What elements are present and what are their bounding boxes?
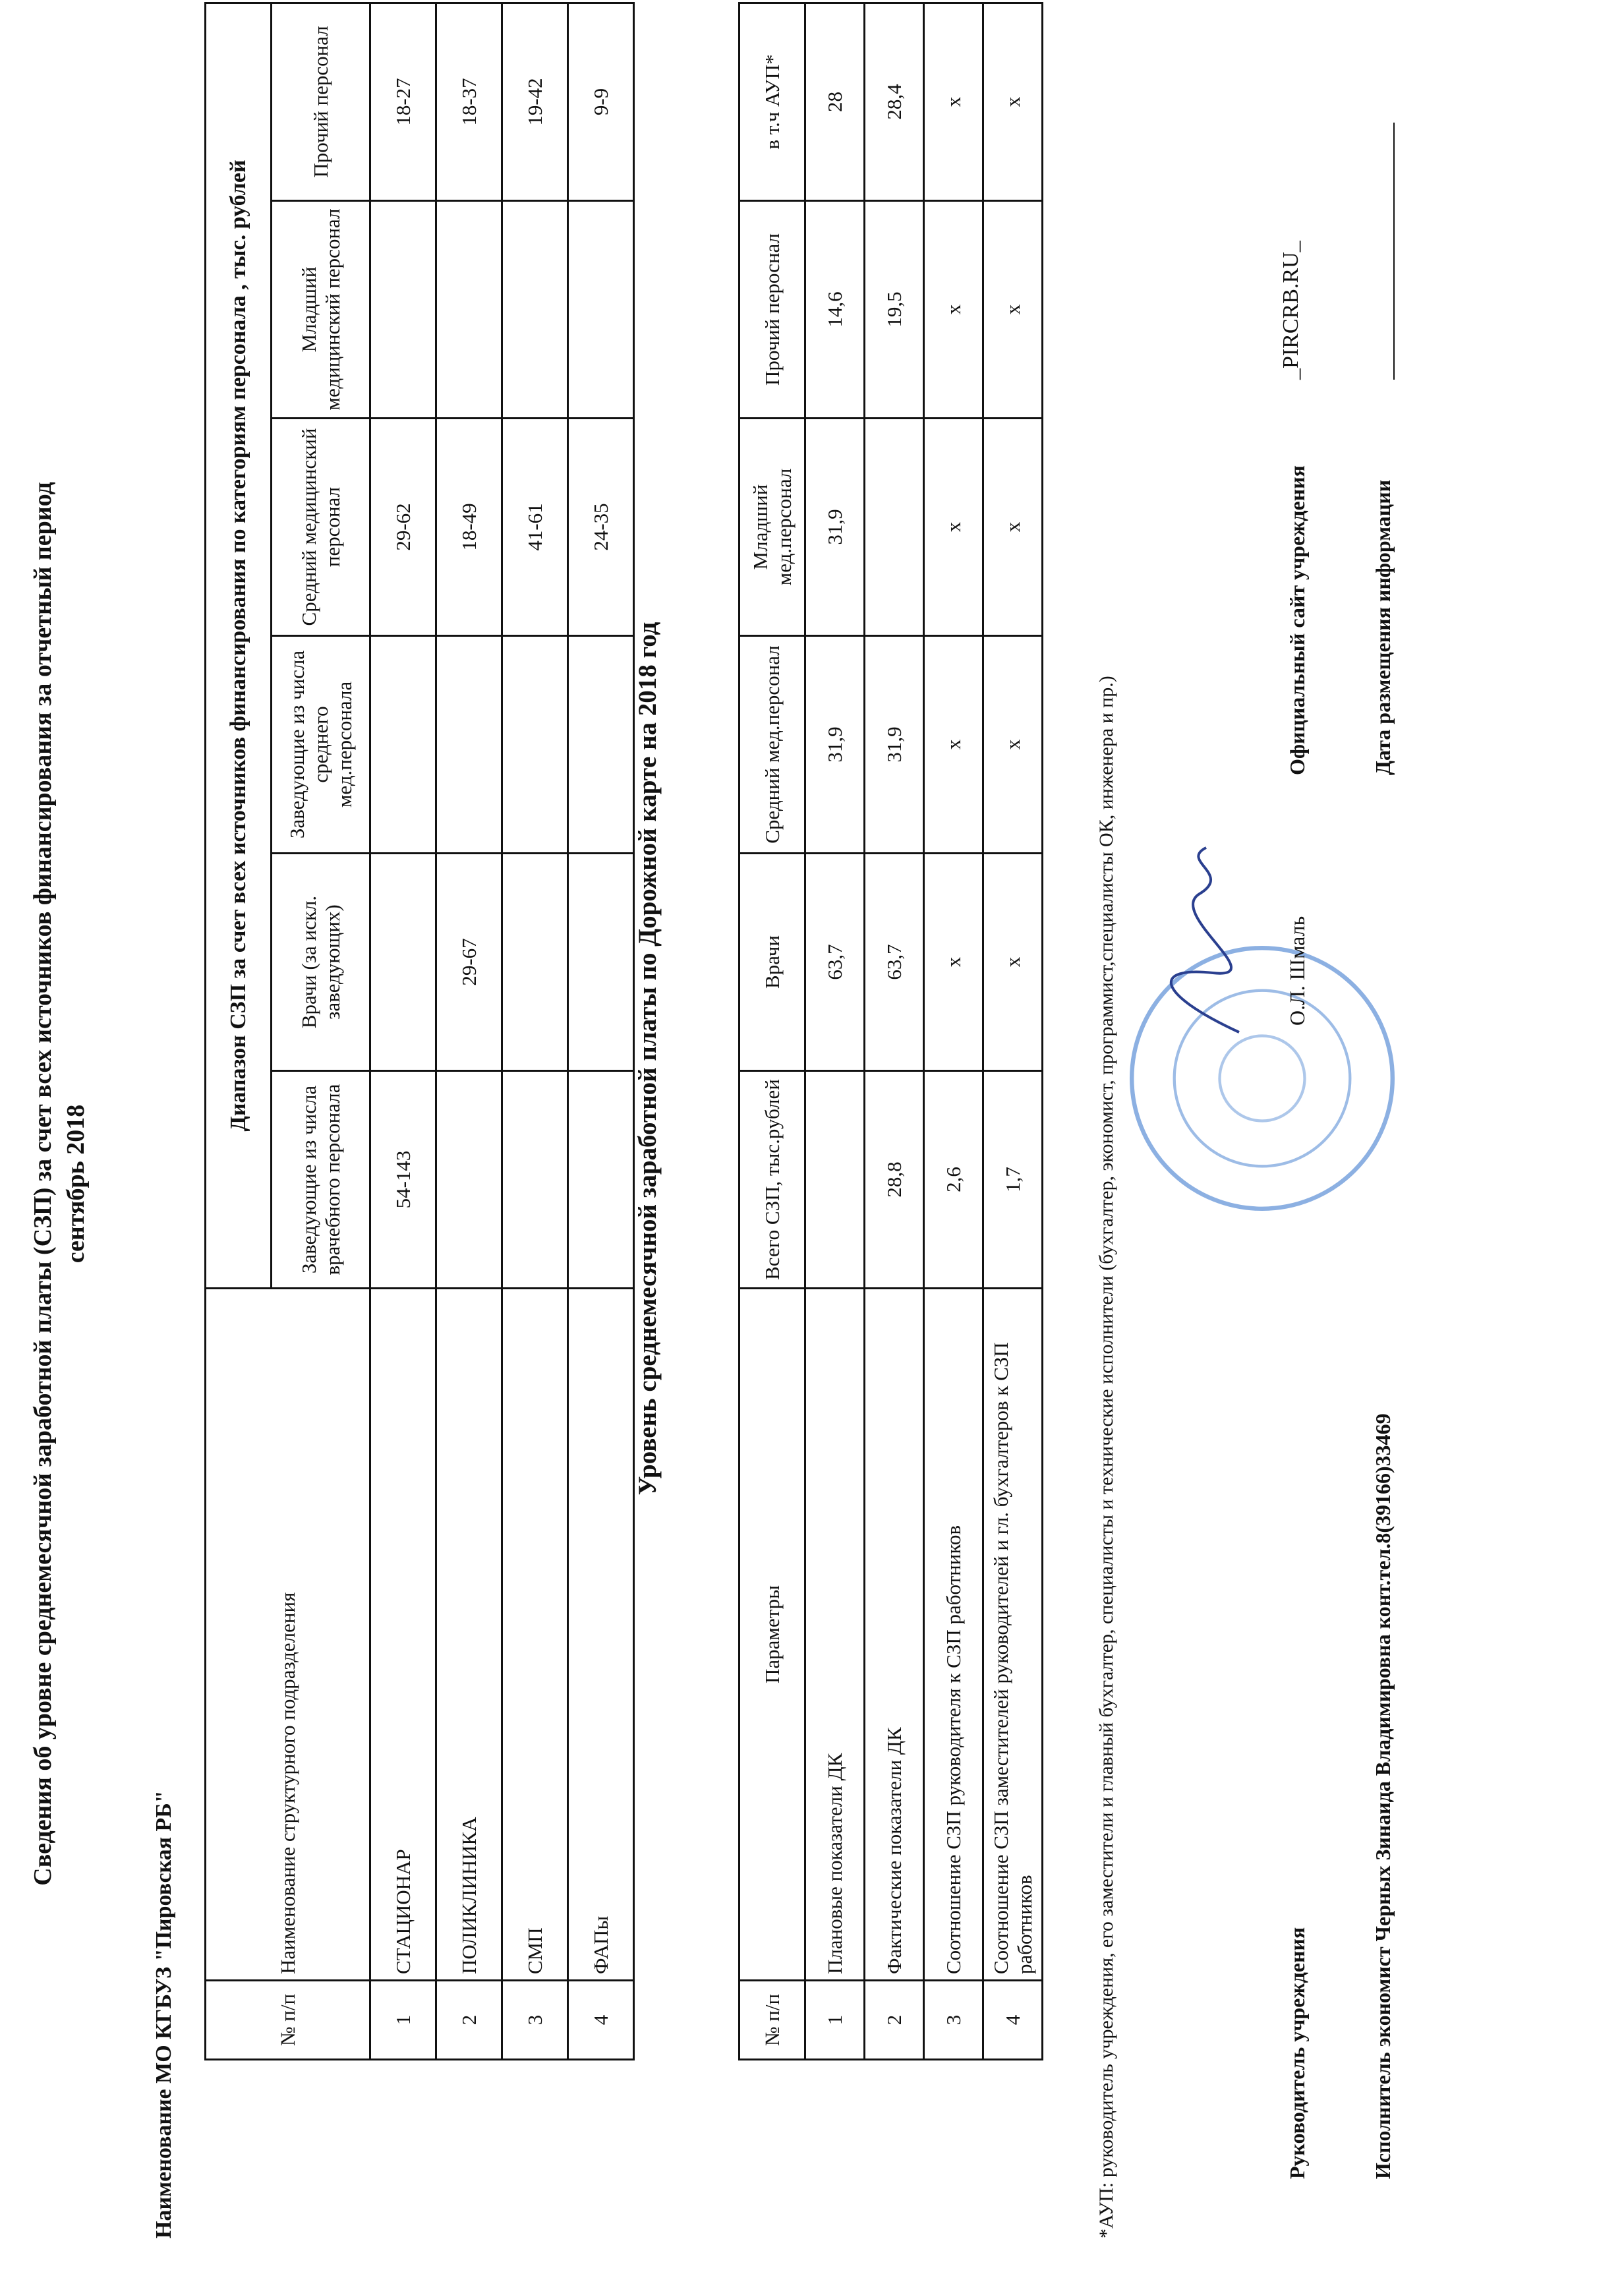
table1-col-name: Наименование структурного подразделения	[206, 1289, 370, 1981]
cell: 31,9	[805, 636, 865, 854]
cell: х	[983, 419, 1043, 636]
cell: 29-62	[370, 419, 436, 636]
cell: х	[924, 636, 983, 854]
cell	[370, 636, 436, 854]
roadmap-salary-table	[738, 2, 1043, 2060]
table1-group-header-row	[206, 3, 272, 2059]
row-name: Фактические показатели ДК	[865, 1289, 924, 1981]
table1-col-head: Врачи (за искл. заведующих)	[272, 854, 370, 1071]
table-row	[983, 3, 1043, 2060]
cell	[568, 1071, 634, 1289]
cell	[502, 201, 568, 419]
cell: х	[983, 636, 1043, 854]
table2-col-head: в т.ч АУП*	[740, 3, 805, 201]
table1-col-head: Заведующие из числа врачебного персонала	[272, 1071, 370, 1289]
table1-group-header: Диапазон СЗП за счет всех источников финансирования по категориям персонала , тыс. рублей	[206, 3, 272, 1288]
table-row	[370, 3, 436, 2059]
row-number: 1	[370, 1981, 436, 2060]
row-number: 3	[924, 1981, 983, 2060]
cell: х	[924, 3, 983, 201]
signature-stroke	[1171, 848, 1239, 1032]
table2-header-row	[740, 3, 805, 2060]
cell: 14,6	[805, 201, 865, 419]
row-number: 3	[502, 1981, 568, 2060]
site-value: _PIRCRB.RU_	[1279, 241, 1303, 380]
cell: 29-67	[436, 854, 502, 1071]
cell: х	[924, 854, 983, 1071]
cell	[370, 201, 436, 419]
cell: 63,7	[805, 854, 865, 1071]
table2-col-head: Средний мед.персонал	[740, 636, 805, 854]
row-name: Плановые показатели ДК	[805, 1289, 865, 1981]
table1-col-head: Младший медицинский персонал	[272, 201, 370, 419]
row-name: ФАПы	[568, 1289, 634, 1981]
cell: 31,9	[805, 419, 865, 636]
cell: 18-37	[436, 3, 502, 200]
table-row	[436, 3, 502, 2059]
row-name: ПОЛИКЛИНИКА	[436, 1289, 502, 1981]
table-row	[865, 3, 924, 2060]
cell: 19-42	[502, 3, 568, 200]
table1-col-head: Заведующие из числа среднего мед.персонала	[272, 636, 370, 854]
cell: 54-143	[370, 1071, 436, 1289]
row-number: 1	[805, 1981, 865, 2060]
row-number: 4	[568, 1981, 634, 2060]
cell	[436, 1071, 502, 1289]
cell: 18-49	[436, 419, 502, 636]
cell	[805, 1071, 865, 1289]
table-row	[924, 3, 983, 2060]
organization-name: Наименование МО КГБУЗ "Пировская РБ"	[152, 1790, 176, 2238]
row-name: Соотношение СЗП руководителя к СЗП работников	[924, 1289, 983, 1981]
table-row	[568, 3, 634, 2059]
head-label: Руководитель учреждения	[1285, 1927, 1309, 2179]
table1-col-num: № п/п	[206, 1981, 370, 2060]
cell	[568, 854, 634, 1071]
site-label: Официальный сайт учреждения	[1285, 465, 1309, 775]
document-title	[26, 129, 92, 2238]
table2-col-param: Параметры	[740, 1289, 805, 1981]
table2-col-head: Всего СЗП, тыс.рублей	[740, 1071, 805, 1289]
table2-col-head: Прочий пероснал	[740, 201, 805, 419]
cell: х	[924, 419, 983, 636]
cell: 28,8	[865, 1071, 924, 1289]
cell: 9-9	[568, 3, 634, 200]
head-name: О.Л. Шмаль	[1285, 916, 1309, 1026]
row-number: 4	[983, 1981, 1043, 2060]
cell	[568, 201, 634, 419]
cell: 2,6	[924, 1071, 983, 1289]
cell	[502, 636, 568, 854]
stamp-center-ring	[1220, 1036, 1305, 1121]
table-row	[502, 3, 568, 2059]
title-line-2: сентябрь 2018	[62, 1104, 90, 1264]
table2-col-num: № п/п	[740, 1981, 805, 2060]
cell: 18-27	[370, 3, 436, 200]
title-line-1: Сведения об уровне среднемесячной заработной платы (СЗП) за счет всех источников финансирования за отчетный период	[29, 482, 57, 1886]
table1-col-head: Средний медицинский персонал	[272, 419, 370, 636]
cell	[502, 1071, 568, 1289]
table1-col-head: Прочий персонал	[272, 3, 370, 200]
cell: 28	[805, 3, 865, 201]
cell: х	[924, 201, 983, 419]
executor-contact: Исполнитель экономист Черных Зинаида Владимировна конт.тел.8(39166)33469	[1371, 1413, 1395, 2179]
cell	[436, 636, 502, 854]
cell: 19,5	[865, 201, 924, 419]
row-name: Соотношение СЗП заместителей руководителей и гл. бухгалтеров к СЗП работников	[983, 1289, 1043, 1981]
cell	[502, 854, 568, 1071]
cell: 1,7	[983, 1071, 1043, 1289]
cell	[370, 854, 436, 1071]
cell: 41-61	[502, 419, 568, 636]
row-number: 2	[436, 1981, 502, 2060]
cell: 24-35	[568, 419, 634, 636]
row-number: 2	[865, 1981, 924, 2060]
table-row	[805, 3, 865, 2060]
table2-col-head: Врачи	[740, 854, 805, 1071]
row-name: СМП	[502, 1289, 568, 1981]
cell	[865, 419, 924, 636]
table2-col-head: Младший мед.персонал	[740, 419, 805, 636]
cell: х	[983, 201, 1043, 419]
row-name: СТАЦИОНАР	[370, 1289, 436, 1981]
cell	[436, 201, 502, 419]
salary-range-table	[204, 2, 635, 2060]
date-underline	[1391, 123, 1395, 380]
date-label: Дата размещения информации	[1371, 479, 1395, 775]
cell: 31,9	[865, 636, 924, 854]
footnote: *АУП: руководитель учреждения, его заместители и главный бухгалтер, специалисты и технические исполнители (бухгалтер, экономист, программист,специалисты ОК, инженера и пр.)	[1095, 676, 1117, 2238]
section-2-title: Уровень среднемесячной заработной платы по Дорожной карте на 2018 год	[633, 622, 662, 1496]
cell	[568, 636, 634, 854]
cell: 63,7	[865, 854, 924, 1071]
cell: х	[983, 854, 1043, 1071]
signature-icon	[1140, 834, 1259, 1045]
cell: х	[983, 3, 1043, 201]
cell: 28,4	[865, 3, 924, 201]
